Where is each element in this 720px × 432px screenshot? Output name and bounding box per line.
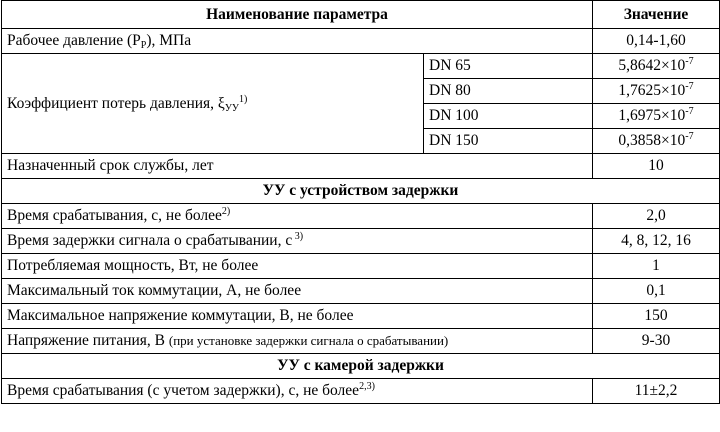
table-row <box>2 229 720 254</box>
row-value: 11±2,2 <box>593 379 720 404</box>
table-row <box>2 329 720 354</box>
row-label: Максимальный ток коммутации, А, не более <box>2 279 593 304</box>
section-delay-chamber-title: УУ с камерой задержки <box>2 354 720 379</box>
row-value: 2,0 <box>593 204 720 229</box>
table-row <box>2 204 720 229</box>
table-row <box>2 279 720 304</box>
section-header-row <box>2 354 720 379</box>
dn-label: DN 150 <box>424 129 593 154</box>
dn-label: DN 100 <box>424 104 593 129</box>
row-label: Время срабатывания, с, не более$^{2)}$ <box>2 204 593 229</box>
row-label: Время срабатывания (с учетом задержки), с, не более$^{2,3)}$ <box>2 379 593 404</box>
row-value: 0,1 <box>593 279 720 304</box>
row-label: Потребляемая мощность, Вт, не более <box>2 254 593 279</box>
parameters-table <box>1 0 720 404</box>
supply-voltage-value: 9-30 <box>593 329 720 354</box>
dn-value: $1,6975\times 10^{-7}$ <box>593 104 720 129</box>
section-header-row <box>2 179 720 204</box>
header-value: Значение <box>593 1 720 29</box>
table-row <box>2 29 720 54</box>
table-row <box>2 254 720 279</box>
working-pressure-value: 0,14-1,60 <box>593 29 720 54</box>
table-row <box>2 154 720 179</box>
dn-value: $0,3858\times 10^{-7}$ <box>593 129 720 154</box>
loss-coefficient-label: Коэффициент потерь давления, $\xi_{УУ}^{1)}$ <box>2 54 424 154</box>
row-value: 1 <box>593 254 720 279</box>
table-row <box>2 379 720 404</box>
row-value: 150 <box>593 304 720 329</box>
dn-value: $1,7625\times 10^{-7}$ <box>593 79 720 104</box>
table-row <box>2 54 720 79</box>
row-label: Максимальное напряжение коммутации, В, не более <box>2 304 593 329</box>
row-label: Время задержки сигнала о срабатывании, с $^{3)}$ <box>2 229 593 254</box>
table-row <box>2 304 720 329</box>
dn-label: DN 80 <box>424 79 593 104</box>
working-pressure-label: Рабочее давление $(P_Р)$, МПа <box>2 29 593 54</box>
service-life-label: Назначенный срок службы, лет <box>2 154 593 179</box>
section-delay-device-title: УУ с устройством задержки <box>2 179 720 204</box>
supply-voltage-note: (при установке задержки сигнала о срабатывании) <box>168 333 449 348</box>
dn-label: DN 65 <box>424 54 593 79</box>
supply-voltage-label: Напряжение питания, В (при установке задержки сигнала о срабатывании) <box>2 329 593 354</box>
header-param: Наименование параметра <box>2 1 593 29</box>
row-value: 4, 8, 12, 16 <box>593 229 720 254</box>
service-life-value: 10 <box>593 154 720 179</box>
table-header-row <box>2 1 720 29</box>
dn-value: $5,8642\times 10^{-7}$ <box>593 54 720 79</box>
